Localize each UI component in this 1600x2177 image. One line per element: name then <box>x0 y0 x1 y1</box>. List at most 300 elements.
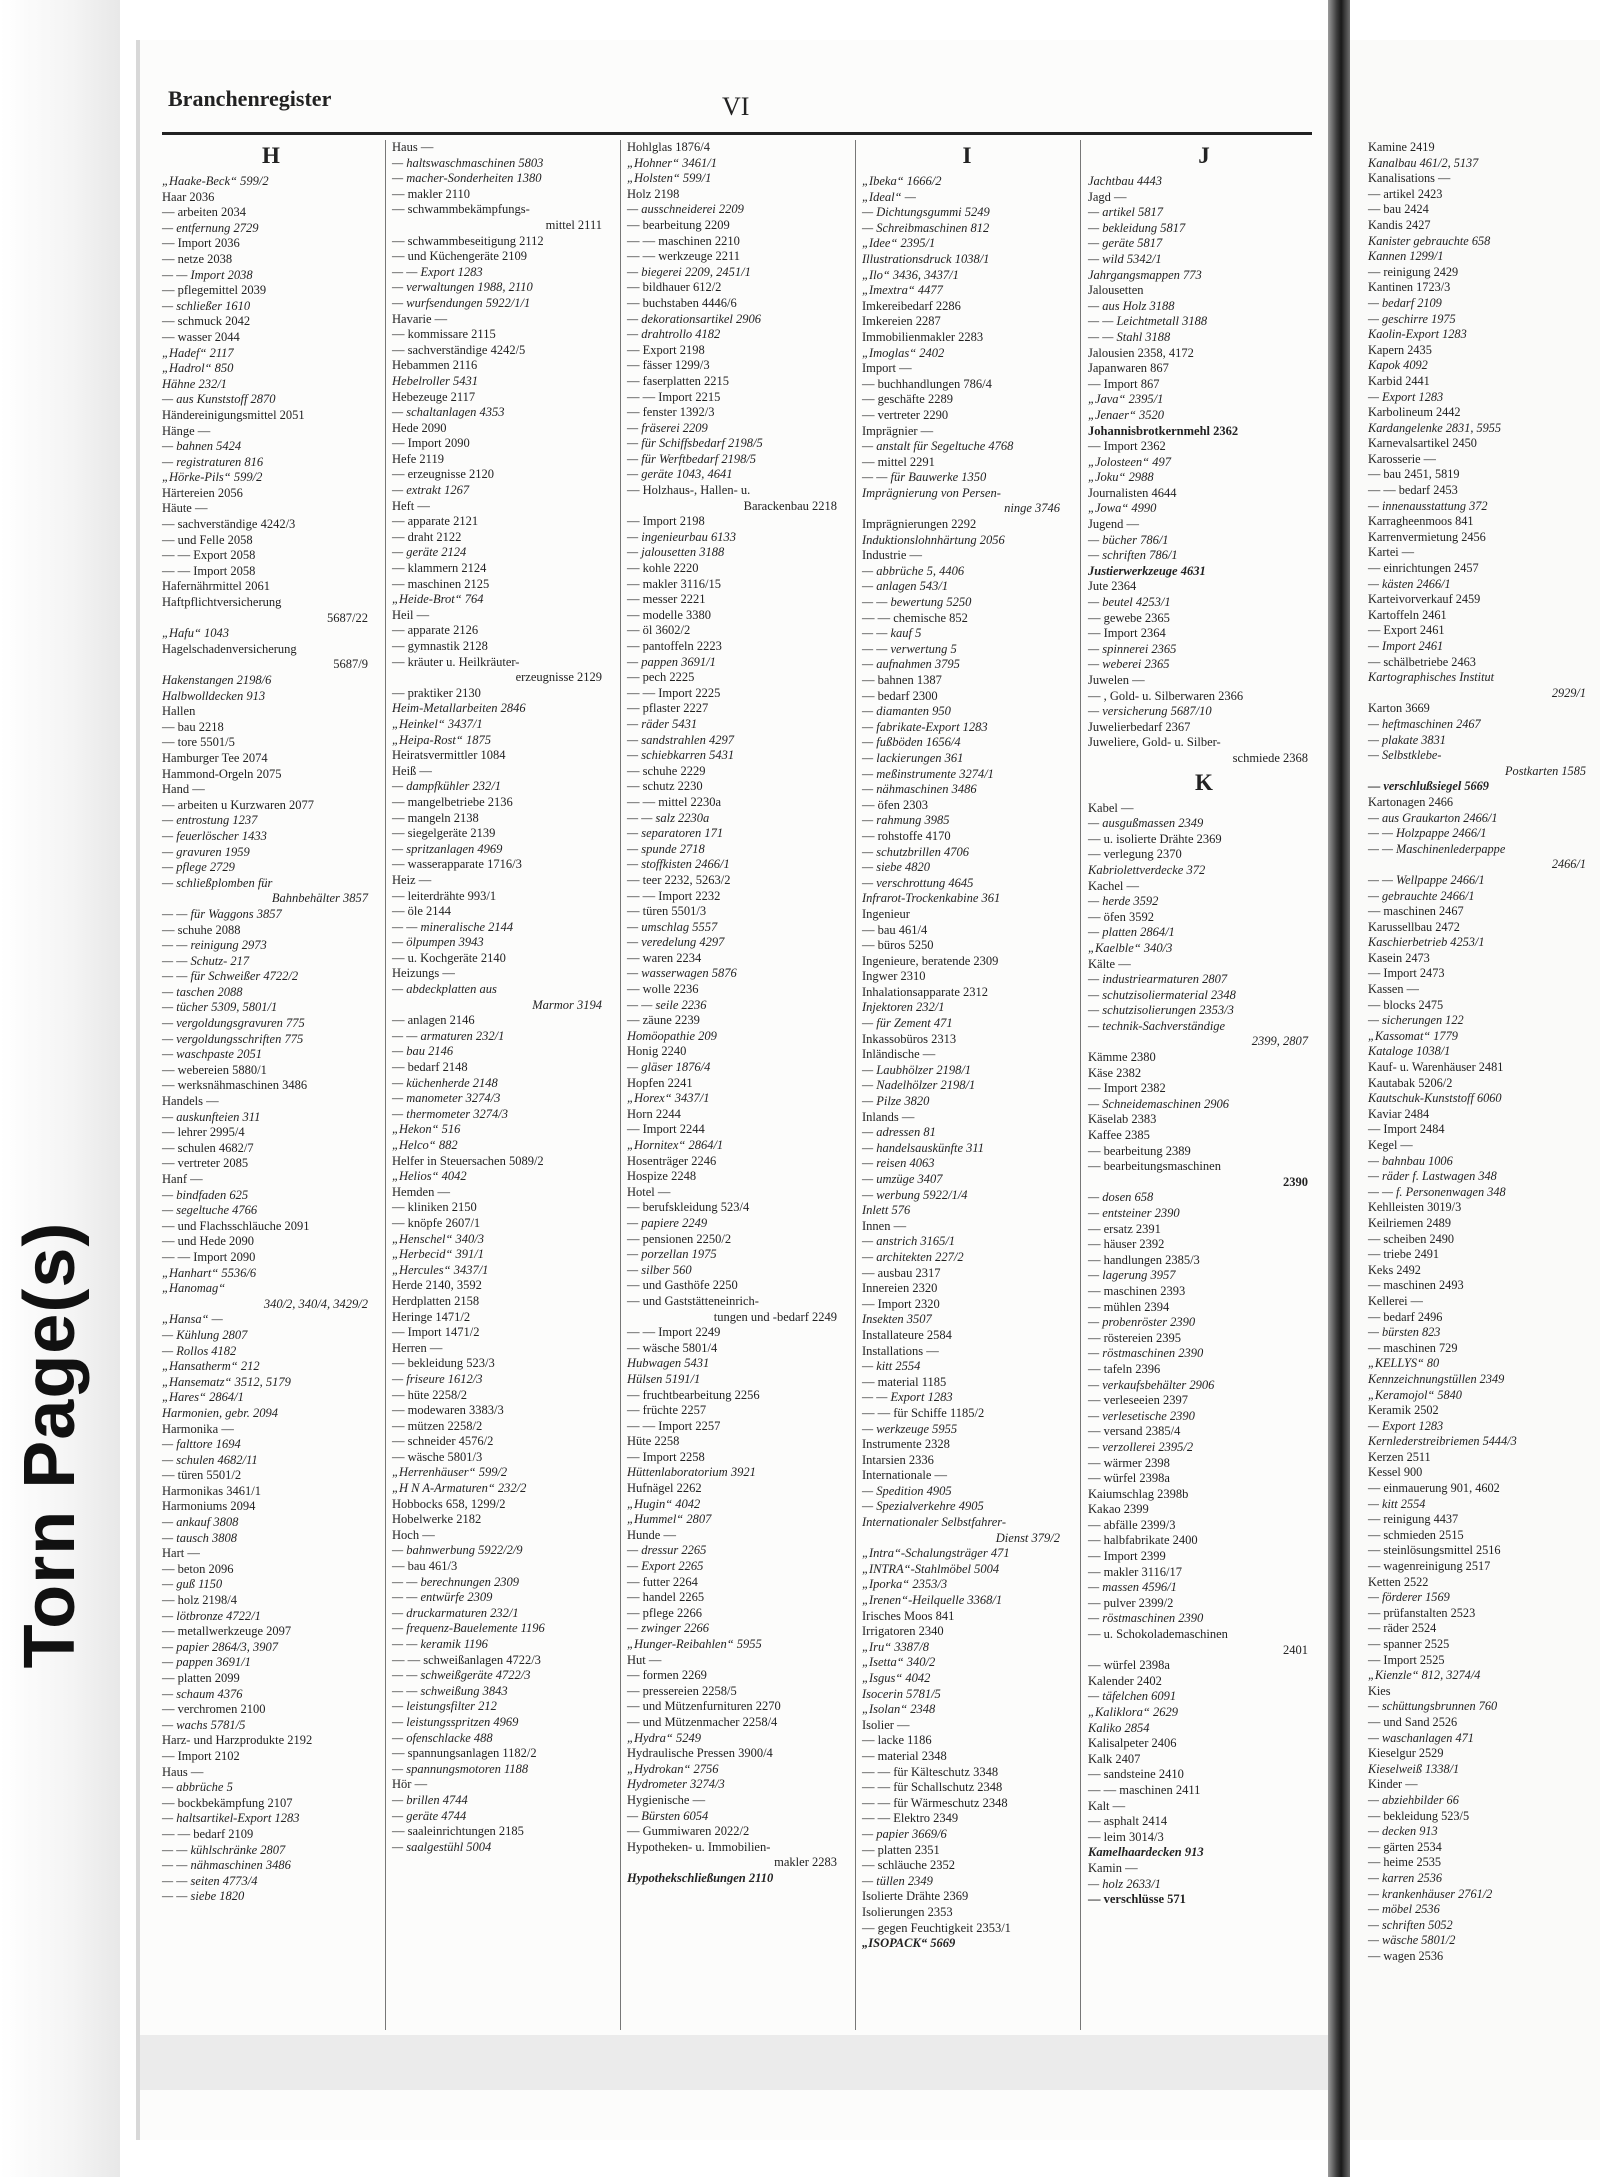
index-entry: — drahtrollo 4182 <box>627 327 721 342</box>
index-entry: — wäsche 5801/2 <box>1368 1933 1456 1948</box>
index-entry: Kakao 2399 <box>1088 1502 1149 1517</box>
index-entry: — — chemische 852 <box>862 610 968 625</box>
column-divider <box>385 140 386 2030</box>
index-entry: Kabriolettverdecke 372 <box>1088 862 1206 877</box>
index-entry: — — mineralische 2144 <box>392 919 514 934</box>
index-entry-continuation: makler 2283 <box>774 1855 837 1870</box>
index-entry: Harz- und Harzprodukte 2192 <box>162 1733 313 1748</box>
index-entry: — — Import 2257 <box>627 1418 721 1433</box>
index-entry: — abbrüche 5 <box>162 1780 233 1795</box>
index-entry: — arbeiten 2034 <box>162 205 247 220</box>
index-entry: — — schweißanlagen 4722/3 <box>392 1652 541 1667</box>
index-entry: Isocerin 5781/5 <box>862 1686 941 1701</box>
index-entry: — platten 2864/1 <box>1088 925 1175 940</box>
index-entry: — wolle 2236 <box>627 982 699 997</box>
index-entry: — Export 2198 <box>627 342 705 357</box>
index-entry: Imkereibedarf 2286 <box>862 298 961 313</box>
index-entry: „H N A-Armaturen“ 232/2 <box>392 1481 527 1496</box>
index-entry: — sandsteine 2410 <box>1088 1767 1184 1782</box>
index-entry: Kasein 2473 <box>1368 950 1430 965</box>
section-letter: I <box>962 143 972 168</box>
index-entry: — bedarf 2300 <box>862 688 938 703</box>
index-entry: — — seile 2236 <box>627 997 707 1012</box>
index-entry: Irisches Moos 841 <box>862 1608 955 1623</box>
index-entry: — teer 2232, 5263/2 <box>627 872 731 887</box>
index-entry: — draht 2122 <box>392 529 462 544</box>
index-entry: — schüttungsbrunnen 760 <box>1368 1699 1498 1714</box>
index-entry: — kräuter u. Heilkräuter- <box>392 654 520 669</box>
index-entry: — — Import 2225 <box>627 685 721 700</box>
index-entry: — — Export 1283 <box>862 1390 953 1405</box>
index-entry: Japanwaren 867 <box>1088 361 1169 376</box>
index-entry: — bedarf 2148 <box>392 1060 468 1075</box>
index-entry: — leiterdrähte 993/1 <box>392 888 497 903</box>
index-entry: — ankauf 3808 <box>162 1515 239 1530</box>
index-entry: — — für Schallschutz 2348 <box>862 1780 1003 1795</box>
index-entry: — aus Kunststoff 2870 <box>162 392 276 407</box>
index-entry: Intarsien 2336 <box>862 1452 934 1467</box>
index-entry: — büros 5250 <box>862 938 934 953</box>
index-entry: — würfel 2398a <box>1088 1658 1170 1673</box>
index-entry: — ingenieurbau 6133 <box>627 529 737 544</box>
index-entry: Kartoffeln 2461 <box>1368 607 1447 622</box>
index-entry: — Nadelhölzer 2198/1 <box>862 1078 976 1093</box>
index-entry: Justierwerkzeuge 4631 <box>1088 563 1206 578</box>
index-entry: „Hohner“ 3461/1 <box>627 155 717 170</box>
index-entry: Imprägnier — <box>862 423 934 438</box>
index-entry: — Import 2036 <box>162 236 240 251</box>
index-entry: Kessel 900 <box>1368 1465 1423 1480</box>
index-entry: Horn 2244 <box>627 1106 681 1121</box>
index-entry: — — Export 1283 <box>392 264 483 279</box>
index-entry: — verzollerei 2395/2 <box>1088 1439 1194 1454</box>
index-entry: — einmauerung 901, 4602 <box>1368 1481 1500 1496</box>
index-entry-continuation: 2390 <box>1283 1174 1308 1189</box>
header-rule <box>162 132 1312 135</box>
index-entry: — schmieden 2515 <box>1368 1527 1464 1542</box>
index-entry: — bekleidung 523/5 <box>1368 1808 1470 1823</box>
index-entry: Karbolineum 2442 <box>1368 405 1461 420</box>
index-entry: Installateure 2584 <box>862 1327 952 1342</box>
index-entry: — täfelchen 6091 <box>1088 1689 1177 1704</box>
index-entry: — — Maschinenlederpappe <box>1368 841 1506 856</box>
index-entry: — verwaltungen 1988, 2110 <box>392 280 533 295</box>
index-entry: Harmonien, gebr. 2094 <box>162 1405 278 1420</box>
index-entry: — mangelbetriebe 2136 <box>392 794 513 809</box>
index-entry: Hemden — <box>392 1184 450 1199</box>
section-letter: J <box>1198 143 1210 168</box>
index-entry: — siegelgeräte 2139 <box>392 826 496 841</box>
index-entry: — geräte 5817 <box>1088 236 1163 251</box>
index-entry-continuation: 2466/1 <box>1551 857 1586 872</box>
index-entry: Hakenstangen 2198/6 <box>162 673 272 687</box>
index-entry: „Kaliklora“ 2629 <box>1088 1705 1178 1719</box>
index-entry: — — maschinen 2210 <box>627 233 740 248</box>
index-entry: — brillen 4744 <box>392 1792 468 1807</box>
index-entry: Harmonikas 3461/1 <box>162 1483 261 1498</box>
index-entry: — — salz 2230a <box>627 810 710 825</box>
index-entry: Heft — <box>392 498 430 513</box>
index-entry: — wachs 5781/5 <box>162 1717 246 1732</box>
index-entry: Kinder — <box>1368 1777 1418 1792</box>
index-entry: Kauf- u. Warenhäuser 2481 <box>1368 1060 1504 1075</box>
index-entry: Kantinen 1723/3 <box>1368 280 1451 295</box>
index-entry: „Iporka“ 2353/3 <box>862 1577 948 1592</box>
index-entry: Installations — <box>862 1343 939 1358</box>
index-entry: — heime 2535 <box>1368 1855 1442 1870</box>
section-letter: K <box>1195 769 1213 795</box>
index-entry: Hubwagen 5431 <box>627 1356 710 1371</box>
index-entry: — fabrikate-Export 1283 <box>862 719 988 734</box>
index-entry: — entsteiner 2390 <box>1088 1206 1180 1220</box>
index-entry: — spritzanlagen 4969 <box>392 841 503 856</box>
index-entry: „Ilo“ 3436, 3437/1 <box>862 267 959 282</box>
index-entry: — pappen 3691/1 <box>627 654 716 669</box>
index-entry: — Export 1283 <box>1368 389 1444 404</box>
index-entry: — gläser 1876/4 <box>627 1060 711 1075</box>
index-column-3 <box>627 140 849 1887</box>
index-entry: „Holsten“ 599/1 <box>627 171 712 186</box>
index-entry: „Intra“-Schalungsträger 471 <box>862 1546 1010 1561</box>
index-entry: — anstrich 3165/1 <box>862 1234 956 1249</box>
index-entry: Internationale — <box>862 1468 948 1483</box>
index-entry: — umzüge 3407 <box>862 1172 943 1186</box>
index-entry: — veredelung 4297 <box>627 935 725 950</box>
index-entry: Hähne 232/1 <box>162 376 227 391</box>
index-entry: — anlagen 543/1 <box>862 579 949 594</box>
page-title: Branchenregister <box>168 86 332 111</box>
index-entry: — auskunfteien 311 <box>162 1109 261 1124</box>
index-entry: — pflege 2729 <box>162 860 235 875</box>
index-entry: — wasserapparate 1716/3 <box>392 857 522 872</box>
index-entry: Hypotheken- u. Immobilien- <box>627 1839 771 1854</box>
index-entry: — — Import 2038 <box>162 267 253 282</box>
index-entry: — bau 461/3 <box>392 1559 458 1574</box>
index-entry: — ausbau 2317 <box>862 1265 941 1280</box>
index-column-4 <box>862 140 1072 1952</box>
index-entry: — arbeiten u Kurzwaren 2077 <box>162 797 315 812</box>
index-entry: „Isetta“ 340/2 <box>862 1655 936 1670</box>
index-entry: — fruchtbearbeitung 2256 <box>627 1387 760 1402</box>
index-entry: — mützen 2258/2 <box>392 1418 483 1433</box>
index-entry: — — entwürfe 2309 <box>392 1590 493 1605</box>
index-entry: — separatoren 171 <box>627 826 724 841</box>
index-entry: Heiratsvermittler 1084 <box>392 748 506 763</box>
index-entry: — heftmaschinen 2467 <box>1368 716 1481 731</box>
index-entry: Jalousetten <box>1088 283 1144 298</box>
index-entry: Insekten 3507 <box>862 1312 932 1327</box>
index-entry: — lagerung 3957 <box>1088 1268 1176 1283</box>
index-entry: Kapok 4092 <box>1368 358 1428 373</box>
index-entry: — röstereien 2395 <box>1088 1330 1182 1345</box>
index-entry: „Herrenhäuser“ 599/2 <box>392 1465 508 1480</box>
index-entry: — öfen 3592 <box>1088 909 1154 924</box>
index-entry: — apparate 2121 <box>392 514 479 529</box>
index-entry: — makler 3116/15 <box>627 576 721 591</box>
index-entry: — tausch 3808 <box>162 1530 237 1545</box>
index-entry: — webereien 5880/1 <box>162 1062 267 1077</box>
index-entry: „Idee“ 2395/1 <box>862 236 936 251</box>
index-entry: — knöpfe 2607/1 <box>392 1215 481 1230</box>
index-entry: Heizungs — <box>392 966 455 981</box>
index-entry: — buchstaben 4446/6 <box>627 295 737 310</box>
index-entry: — für Schiffsbedarf 2198/5 <box>627 436 763 451</box>
index-entry: Hamburger Tee 2074 <box>162 750 268 765</box>
index-entry: „Hares“ 2864/1 <box>162 1390 244 1405</box>
index-entry-continuation: ninge 3746 <box>1004 501 1060 516</box>
index-entry: — Selbstklebe- <box>1368 748 1442 763</box>
index-entry: — spanner 2525 <box>1368 1637 1450 1651</box>
index-entry: — Import 2484 <box>1368 1122 1445 1137</box>
index-entry: Jute 2364 <box>1088 579 1137 594</box>
index-entry: — zäune 2239 <box>627 1013 700 1028</box>
index-entry: Häute — <box>162 501 208 516</box>
index-entry: Import — <box>862 361 912 376</box>
index-entry: Helfer in Steuersachen 5089/2 <box>392 1153 544 1168</box>
index-entry: — spannungsanlagen 1182/2 <box>392 1746 537 1761</box>
index-entry: Kartei — <box>1368 545 1415 560</box>
index-entry: Heringe 1471/2 <box>392 1309 471 1324</box>
index-entry: — steinlösungsmittel 2516 <box>1368 1543 1501 1558</box>
index-entry: — pflaster 2227 <box>627 701 709 716</box>
index-entry: Juweliere, Gold- u. Silber- <box>1088 735 1221 750</box>
index-entry: Heim-Metallarbeiten 2846 <box>392 701 526 716</box>
index-entry: — bildhauer 612/2 <box>627 280 722 295</box>
index-entry: — öfen 2303 <box>862 797 928 812</box>
index-entry: — papier 3669/6 <box>862 1826 947 1841</box>
index-entry: Kamine 2419 <box>1368 140 1435 154</box>
index-entry: Internationaler Selbstfahrer- <box>862 1515 1007 1530</box>
index-entry: Hand — <box>162 782 205 797</box>
index-entry: Kanalbau 461/2, 5137 <box>1368 155 1479 170</box>
index-entry: Kapern 2435 <box>1368 342 1432 357</box>
index-entry: — karren 2536 <box>1368 1870 1443 1885</box>
index-entry: — und Mützenmacher 2258/4 <box>627 1714 778 1729</box>
index-entry: Hebelroller 5431 <box>392 373 478 388</box>
index-entry: — schwammbekämpfungs- <box>392 202 530 217</box>
index-entry: — stoffkisten 2466/1 <box>627 857 730 872</box>
index-entry: — Kühlung 2807 <box>162 1327 248 1342</box>
index-entry: Instrumente 2328 <box>862 1437 950 1452</box>
index-entry: — friseure 1612/3 <box>392 1371 483 1386</box>
index-entry-continuation: 2399, 2807 <box>1251 1034 1308 1049</box>
index-entry: — maschinen 729 <box>1368 1340 1458 1355</box>
index-entry: — öl 3602/2 <box>627 623 691 638</box>
index-entry: — material 2348 <box>862 1748 947 1763</box>
index-entry: — lehrer 2995/4 <box>162 1125 245 1140</box>
index-entry: — Spedition 4905 <box>862 1483 952 1498</box>
index-entry: — maschinen 2467 <box>1368 904 1464 919</box>
index-entry: — u. Schokolademaschinen <box>1088 1627 1228 1642</box>
index-entry: — früchte 2257 <box>627 1403 707 1418</box>
index-entry: Holz 2198 <box>627 186 680 201</box>
index-entry: — — f. Personenwagen 348 <box>1368 1184 1506 1199</box>
index-entry: Käse 2382 <box>1088 1065 1142 1080</box>
index-entry: — abfälle 2399/3 <box>1088 1517 1176 1532</box>
index-entry: — werbung 5922/1/4 <box>862 1187 968 1202</box>
index-entry: — — für Schiffe 1185/2 <box>862 1405 985 1420</box>
index-entry: — wagenreinigung 2517 <box>1368 1559 1491 1574</box>
index-entry: Hammond-Orgeln 2075 <box>162 766 282 781</box>
index-entry: Harmonika — <box>162 1421 234 1436</box>
index-entry: Induktionslohnhärtung 2056 <box>862 532 1005 547</box>
index-entry: — diamanten 950 <box>862 704 951 719</box>
index-entry: — dressur 2265 <box>627 1543 707 1558</box>
index-entry: — reisen 4063 <box>862 1156 935 1171</box>
index-entry: — und Flachsschläuche 2091 <box>162 1218 310 1233</box>
index-entry: — faserplatten 2215 <box>627 373 730 388</box>
index-entry: „Imoglas“ 2402 <box>862 345 945 360</box>
index-entry: — gebrauchte 2466/1 <box>1368 888 1475 903</box>
index-entry: — räder f. Lastwagen 348 <box>1368 1169 1497 1184</box>
index-entry: — küchenherde 2148 <box>392 1075 498 1090</box>
index-entry: — jalousetten 3188 <box>627 545 725 560</box>
index-entry: Injektoren 232/1 <box>862 1000 945 1015</box>
column-divider <box>855 140 856 2030</box>
index-entry: „Hydra“ 5249 <box>627 1730 701 1745</box>
index-entry: — extrakt 1267 <box>392 483 470 498</box>
index-entry: Kämme 2380 <box>1088 1050 1156 1065</box>
index-entry: Infrarot-Trockenkabine 361 <box>862 891 1001 906</box>
index-entry: — verlegung 2370 <box>1088 847 1182 862</box>
index-entry: — öle 2144 <box>392 904 452 919</box>
index-entry: — bockbekämpfung 2107 <box>162 1795 293 1810</box>
index-entry: Kaolin-Export 1283 <box>1368 327 1467 342</box>
index-entry: Hoch — <box>392 1527 435 1542</box>
index-entry: Karussellbau 2472 <box>1368 919 1460 934</box>
index-entry: „Horex“ 3437/1 <box>627 1091 710 1106</box>
index-entry: Jahrgangsmappen 773 <box>1088 267 1202 282</box>
index-entry: — — seiten 4773/4 <box>162 1873 258 1888</box>
index-entry: — holz 2633/1 <box>1088 1876 1161 1891</box>
index-entry: „Heide-Brot“ 764 <box>392 592 484 607</box>
index-entry: — maschinen 2125 <box>392 576 490 591</box>
index-entry: — rahmung 3985 <box>862 813 950 828</box>
index-entry: — beton 2096 <box>162 1561 234 1576</box>
index-entry: Kellerei — <box>1368 1293 1423 1308</box>
index-entry: Kautschuk-Kunststoff 6060 <box>1368 1091 1502 1106</box>
index-entry: — — bedarf 2453 <box>1368 483 1458 498</box>
index-entry: — schutz 2230 <box>627 779 703 794</box>
index-entry: — ausschneiderei 2209 <box>627 202 744 217</box>
index-entry: „Imextra“ 4477 <box>862 283 943 298</box>
index-entry: Hotel — <box>627 1184 671 1199</box>
index-entry: Isolierungen 2353 <box>862 1904 953 1919</box>
index-entry: — bahnen 1387 <box>862 673 942 687</box>
index-entry: — — Export 2058 <box>162 548 256 563</box>
index-entry: — reinigung 4437 <box>1368 1512 1459 1527</box>
index-entry: — versicherung 5687/10 <box>1088 704 1212 719</box>
index-entry: Kaffee 2385 <box>1088 1128 1150 1143</box>
index-entry: — taschen 2088 <box>162 984 243 999</box>
index-entry: — schließplomben für <box>162 875 273 890</box>
index-entry: Inkassobüros 2313 <box>862 1031 957 1046</box>
index-entry-continuation: erzeugnisse 2129 <box>515 670 602 685</box>
index-entry: — verchromen 2100 <box>162 1702 266 1717</box>
index-entry: — vergoldungsgravuren 775 <box>162 1016 305 1031</box>
index-entry: — — siebe 1820 <box>162 1889 245 1904</box>
index-entry: — hüte 2258/2 <box>392 1387 467 1402</box>
index-entry: — ausgußmassen 2349 <box>1088 816 1204 831</box>
index-entry: „Java“ 2395/1 <box>1088 392 1164 407</box>
index-entry: Kies <box>1368 1683 1391 1698</box>
index-entry: — Laubhölzer 2198/1 <box>862 1062 972 1077</box>
index-entry: — abbrüche 5, 4406 <box>862 563 965 578</box>
index-entry: Hosenträger 2246 <box>627 1153 717 1168</box>
index-entry: Journalisten 4644 <box>1088 485 1177 500</box>
index-entry: — verleseeien 2397 <box>1088 1393 1188 1408</box>
index-entry: — feuerlöscher 1433 <box>162 828 267 843</box>
index-entry: — pflege 2266 <box>627 1605 702 1620</box>
index-entry: — handlungen 2385/3 <box>1088 1252 1200 1267</box>
index-entry: „Hansatherm“ 212 <box>162 1359 260 1374</box>
index-entry: — Rollos 4182 <box>162 1343 237 1358</box>
index-entry: — Import 2399 <box>1088 1549 1166 1564</box>
index-entry: „Hörke-Pils“ 599/2 <box>162 470 263 485</box>
index-entry: „Hafu“ 1043 <box>162 626 230 641</box>
index-entry: Inhalationsapparate 2312 <box>862 984 988 999</box>
index-entry: — schulen 4682/7 <box>162 1140 254 1155</box>
index-entry: — kitt 2554 <box>1368 1496 1426 1511</box>
index-entry-continuation: 2401 <box>1283 1642 1308 1657</box>
index-entry: Kälte — <box>1088 956 1131 971</box>
index-entry: Kaliko 2854 <box>1088 1720 1150 1735</box>
index-entry: — geschirre 1975 <box>1368 311 1456 326</box>
index-entry: „Hornitex“ 2864/1 <box>627 1138 724 1152</box>
index-entry: — schwammbeseitigung 2112 <box>392 233 544 248</box>
index-entry: — makler 2110 <box>392 186 470 201</box>
index-entry: Innereien 2320 <box>862 1281 938 1296</box>
index-entry: — leistungsfilter 212 <box>392 1699 497 1714</box>
index-entry: Haftpflichtversicherung <box>162 595 282 610</box>
index-entry: — Dichtungsgummi 5249 <box>862 205 990 220</box>
index-entry: — schutzisolierungen 2353/3 <box>1088 1003 1234 1018</box>
index-entry: — vergoldungsschriften 775 <box>162 1031 304 1046</box>
index-entry: — tücher 5309, 5801/1 <box>162 1000 278 1015</box>
index-entry: Hüte 2258 <box>627 1434 680 1449</box>
index-entry: — siebe 4820 <box>862 860 931 875</box>
index-entry: „Hanhart“ 5536/6 <box>162 1265 257 1280</box>
index-entry: — bearbeitung 2389 <box>1088 1143 1191 1158</box>
index-entry: Hypothekschließungen 2110 <box>627 1870 774 1885</box>
index-entry: Kannen 1299/1 <box>1368 249 1444 264</box>
index-entry: — saaleinrichtungen 2185 <box>392 1824 524 1839</box>
index-entry: — und Felle 2058 <box>162 532 253 547</box>
index-entry: — schälbetriebe 2463 <box>1368 654 1476 669</box>
index-entry: — für Zement 471 <box>862 1016 953 1031</box>
index-entry: — thermometer 3274/3 <box>392 1106 508 1121</box>
index-entry: „Joku“ 2988 <box>1088 470 1154 485</box>
index-entry: — schmuck 2042 <box>162 314 251 329</box>
index-entry: Karton 3669 <box>1368 701 1430 716</box>
index-entry: Ingwer 2310 <box>862 969 926 984</box>
index-entry: — buchhandlungen 786/4 <box>862 376 992 391</box>
index-entry: Keramik 2502 <box>1368 1403 1439 1418</box>
index-entry: — schuhe 2088 <box>162 922 241 937</box>
index-entry: — — schweißgeräte 4722/3 <box>392 1668 531 1683</box>
index-entry: — kliniken 2150 <box>392 1200 477 1215</box>
index-entry: — segeltuche 4766 <box>162 1203 258 1218</box>
index-entry: — , Gold- u. Silberwaren 2366 <box>1088 688 1244 703</box>
index-entry: — gärten 2534 <box>1368 1839 1442 1854</box>
index-entry: — — verwertung 5 <box>862 641 957 656</box>
index-entry: „Hugin“ 4042 <box>627 1496 701 1511</box>
index-entry: „Hummel“ 2807 <box>627 1512 712 1527</box>
index-entry: — pensionen 2250/2 <box>627 1231 732 1246</box>
index-entry: — artikel 2423 <box>1368 186 1443 201</box>
index-entry: „Kaelble“ 340/3 <box>1088 940 1173 955</box>
index-entry: — abziehbilder 66 <box>1368 1792 1459 1807</box>
